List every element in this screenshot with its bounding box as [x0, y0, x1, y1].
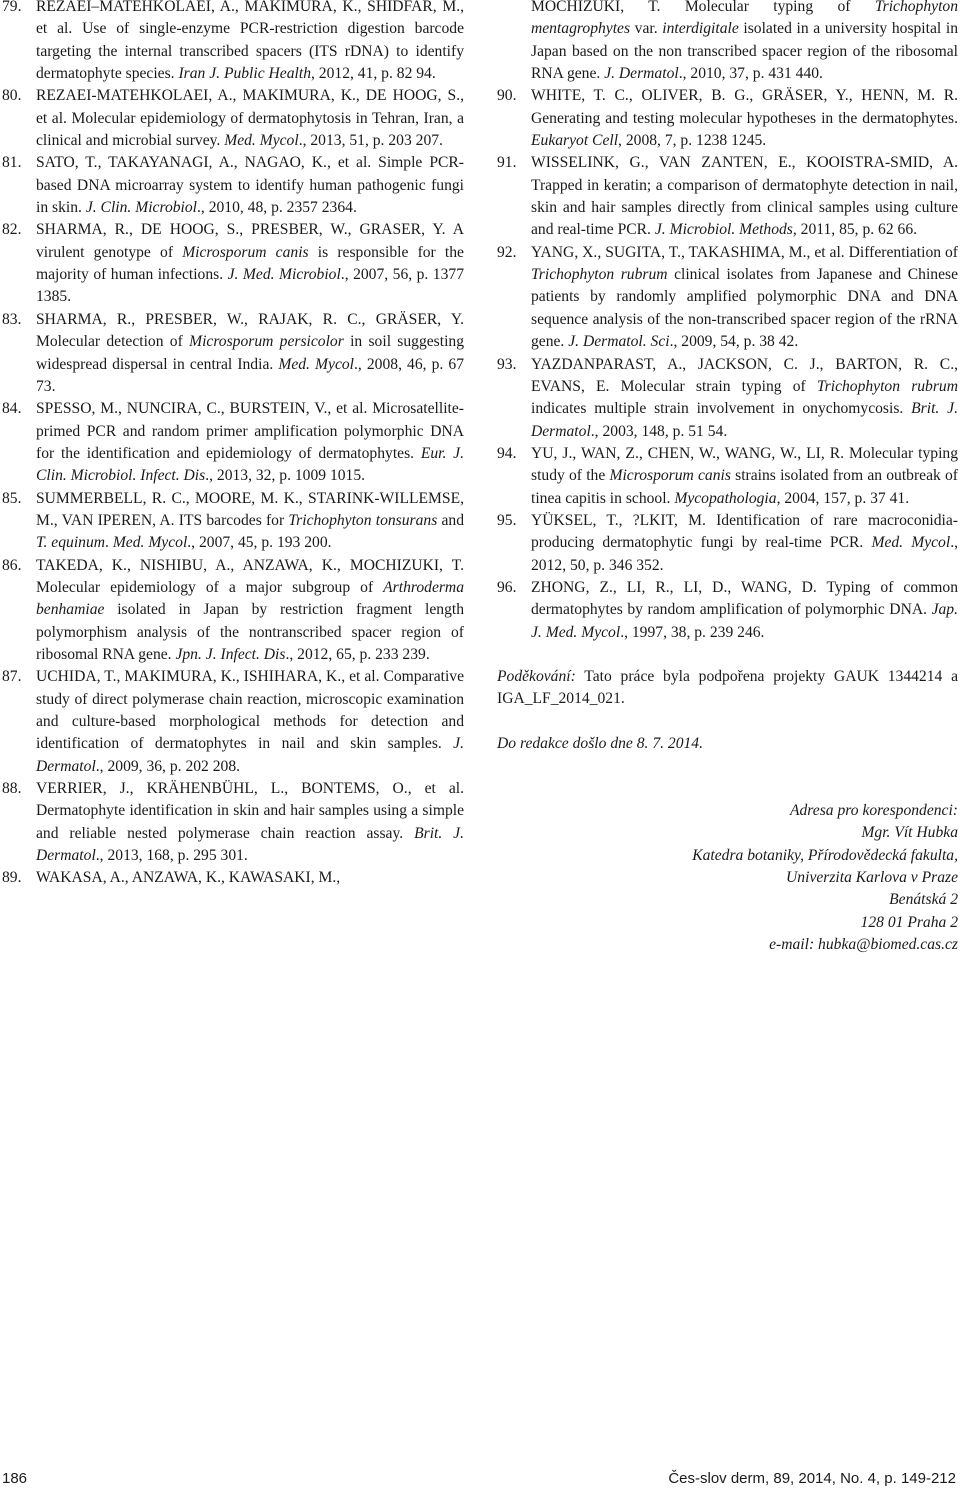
reference-number: 95.	[497, 511, 517, 529]
reference-item	[497, 354, 958, 443]
reference-number: 86.	[2, 556, 22, 574]
reference-item	[497, 577, 958, 644]
reference-text: SATO, T., TAKAYANAGI, A., NAGAO, K., et al. Simple PCR-based DNA microarray system to identify human pathogenic fungi in skin. J. Clin. Microbiol., 2010, 48, p. 2357 2364.	[36, 154, 464, 217]
reference-number: 83.	[2, 310, 22, 328]
reference-item	[497, 443, 958, 510]
reference-text: SPESSO, M., NUNCIRA, C., BURSTEIN, V., et al. Microsatellite-primed PCR and random primer amplification polymorphic DNA for the identification and epidemiology of dermatophytes. Eur. J. Clin. Microbiol. Infect. Dis., 2013, 32, p. 1009 1015.	[36, 400, 464, 485]
reference-text: SUMMERBELL, R. C., MOORE, M. K., STARINK-WILLEMSE, M., VAN IPEREN, A. ITS barcodes for Trichophyton tonsurans and T. equinum. Med. Mycol., 2007, 45, p. 193 200.	[36, 489, 464, 552]
reference-item	[2, 0, 464, 85]
correspondence-name: Mgr. Vít Hubka	[861, 824, 958, 842]
reference-text: VERRIER, J., KRÄHENBÜHL, L., BONTEMS, O., et al. Dermatophyte identification in skin and hair samples using a simple and reliable nested polymerase chain reaction assay. Brit. J. Dermatol., 2013, 168, p. 295 301.	[36, 780, 464, 865]
reference-number: 90.	[497, 87, 517, 105]
received-date: Do redakce došlo dne 8. 7. 2014.	[497, 734, 704, 752]
page-number: 186	[2, 1470, 28, 1487]
reference-item	[2, 309, 464, 398]
correspondence-heading: Adresa pro korespondenci:	[789, 802, 958, 819]
correspondence-street: Benátská 2	[889, 891, 958, 909]
reference-text: UCHIDA, T., MAKIMURA, K., ISHIHARA, K., et al. Comparative study of direct polymerase chain reaction, microscopic examination and culture-based morphological methods for detection and identification of dermatophytes in nail and skin samples. J. Dermatol., 2009, 36, p. 202 208.	[36, 668, 464, 775]
reference-text: YAZDANPARAST, A., JACKSON, C. J., BARTON, R. C., EVANS, E. Molecular strain typing of Trichophyton rubrum indicates multiple strain involvement in onychomycosis. Brit. J. Dermatol., 2003, 148, p. 51 54.	[531, 355, 958, 440]
reference-column-left	[2, 0, 464, 890]
reference-item	[2, 85, 464, 152]
correspondence-email: e-mail: hubka@biomed.cas.cz	[769, 936, 958, 954]
journal-footer: Čes-slov derm, 89, 2014, No. 4, p. 149-212	[668, 1470, 956, 1487]
reference-text: REZAEI–MATEHKOLAEI, A., MAKIMURA, K., SHIDFAR, M., et al. Use of single-enzyme PCR-restriction digestion barcode targeting the internal transcribed spacers (ITS rDNA) to identify dermatophyte species. Iran J. Public Health, 2012, 41, p. 82 94.	[36, 0, 464, 83]
reference-number: 82.	[2, 221, 22, 239]
reference-item	[2, 666, 464, 778]
reference-text: WHITE, T. C., OLIVER, B. G., GRÄSER, Y., HENN, M. R. Generating and testing molecular hypotheses in the dermatophytes. Eukaryot Cell, 2008, 7, p. 1238 1245.	[531, 87, 958, 150]
reference-text: REZAEI-MATEHKOLAEI, A., MAKIMURA, K., DE HOOG, S., et al. Molecular epidemiology of dermatophytosis in Tehran, Iran, a clinical and microbial survey. Med. Mycol., 2013, 51, p. 203 207.	[36, 87, 464, 150]
reference-number: 79.	[2, 0, 22, 15]
reference-text: SHARMA, R., PRESBER, W., RAJAK, R. C., GRÄSER, Y. Molecular detection of Microsporum persicolor in soil suggesting widespread dispersal in central India. Med. Mycol., 2008, 46, p. 67 73.	[36, 310, 465, 395]
reference-text: TAKEDA, K., NISHIBU, A., ANZAWA, K., MOCHIZUKI, T. Molecular epidemiology of a major subgroup of Arthroderma benhamiae isolated in Japan by restriction fragment length polymorphism analysis of the nontranscribed spacer region of ribosomal RNA gene. Jpn. J. Infect. Dis., 2012, 65, p. 233 239.	[36, 556, 464, 663]
reference-item	[2, 555, 464, 667]
reference-text: WAKASA, A., ANZAWA, K., KAWASAKI, M.,	[36, 869, 341, 887]
reference-number: 91.	[497, 154, 517, 172]
reference-number: 94.	[497, 444, 517, 462]
correspondence-university: Univerzita Karlova v Praze	[786, 869, 958, 887]
reference-text: MOCHIZUKI, T. Molecular typing of Trichophyton mentagrophytes var. interdigitale isolated in a university hospital in Japan based on the non transcribed spacer region of the ribosomal RNA gene. J. Dermatol., 2010, 37, p. 431 440.	[531, 0, 958, 83]
reference-number: 93.	[497, 355, 517, 373]
reference-item	[497, 0, 958, 85]
reference-item	[497, 242, 958, 354]
reference-item	[2, 219, 464, 308]
reference-item	[2, 488, 464, 555]
reference-number: 80.	[2, 87, 22, 105]
reference-text: YU, J., WAN, Z., CHEN, W., WANG, W., LI, R. Molecular typing study of the Microsporum canis strains isolated from an outbreak of tinea capitis in school. Mycopathologia, 2004, 157, p. 37 41.	[531, 444, 959, 507]
reference-number: 92.	[497, 243, 517, 261]
acknowledgement-text: Tato práce byla podpořena projekty GAUK 1344214 a IGA_LF_2014_021.	[497, 667, 958, 708]
reference-number: 85.	[2, 489, 22, 507]
reference-column-right	[497, 0, 958, 956]
reference-number: 89.	[2, 869, 22, 887]
acknowledgement-label: Poděkování:	[497, 667, 576, 685]
reference-item	[497, 85, 958, 152]
reference-item	[2, 398, 464, 487]
reference-text: YÜKSEL, T., ?LKIT, M. Identification of rare macroconidia-producing dermatophytic fungi by real-time PCR. Med. Mycol., 2012, 50, p. 346 352.	[531, 511, 958, 574]
acknowledgement	[497, 666, 958, 711]
correspondence-block	[497, 800, 958, 956]
reference-text: WISSELINK, G., VAN ZANTEN, E., KOOISTRA-SMID, A. Trapped in keratin; a comparison of dermatophyte detection in nail, skin and hair samples directly from clinical samples using culture and real-time PCR. J. Microbiol. Methods, 2011, 85, p. 62 66.	[531, 154, 958, 239]
reference-number: 84.	[2, 400, 22, 418]
reference-item	[497, 510, 958, 577]
reference-number: 88.	[2, 780, 22, 798]
correspondence-department: Katedra botaniky, Přírodovědecká fakulta,	[692, 846, 958, 864]
reference-text: ZHONG, Z., LI, R., LI, D., WANG, D. Typing of common dermatophytes by random amplification of polymorphic DNA. Jap. J. Med. Mycol., 1997, 38, p. 239 246.	[531, 578, 958, 641]
reference-item	[2, 152, 464, 219]
reference-item	[2, 778, 464, 867]
reference-item	[2, 867, 464, 889]
reference-number: 81.	[2, 154, 22, 172]
correspondence-city: 128 01 Praha 2	[860, 913, 958, 931]
reference-item	[497, 152, 958, 241]
reference-number: 87.	[2, 668, 22, 686]
reference-text: SHARMA, R., DE HOOG, S., PRESBER, W., GRASER, Y. A virulent genotype of Microsporum canis is responsible for the majority of human infections. J. Med. Microbiol., 2007, 56, p. 1377 1385.	[36, 221, 464, 306]
reference-number: 96.	[497, 578, 517, 596]
reference-text: YANG, X., SUGITA, T., TAKASHIMA, M., et al. Differentiation of Trichophyton rubrum clinical isolates from Japanese and Chinese patients by randomly amplified polymorphic DNA and DNA sequence analysis of the non-transcribed spacer region of the rRNA gene. J. Dermatol. Sci., 2009, 54, p. 38 42.	[531, 243, 958, 351]
